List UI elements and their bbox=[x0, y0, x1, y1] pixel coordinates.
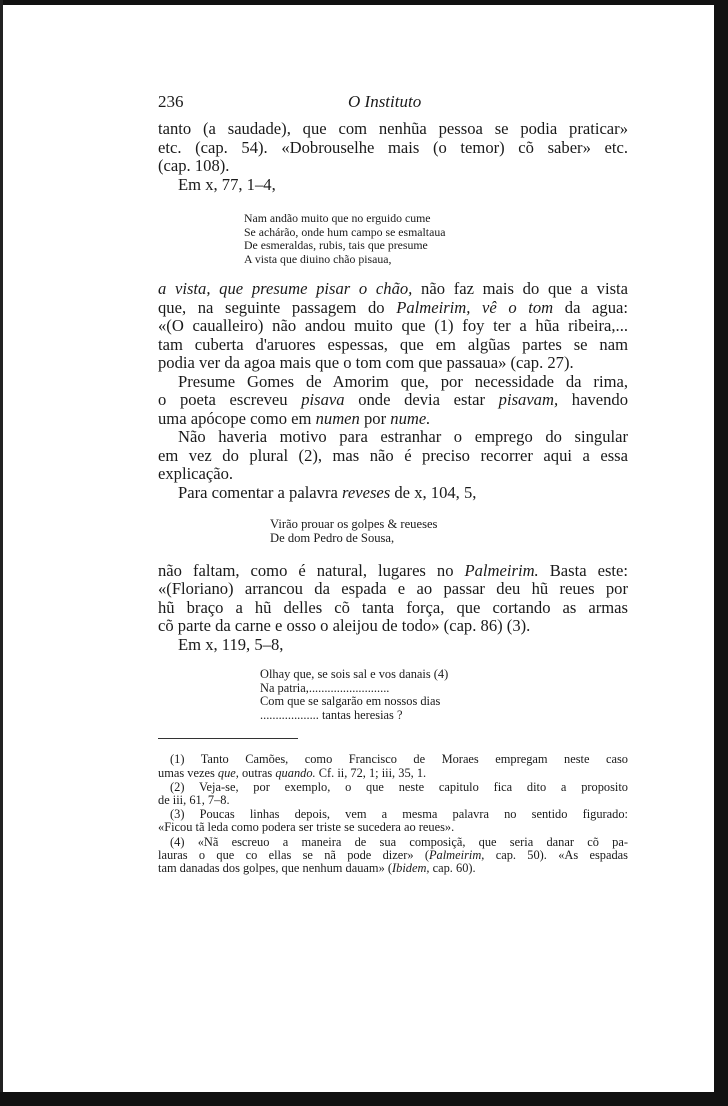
paragraph-5: Para comentar a palavra reveses de x, 104, 5, bbox=[178, 482, 477, 502]
text-line: hũ braço a hũ delles cõ tanta força, que cortando as armas bbox=[158, 597, 628, 617]
text-line: que, na seguinte passagem do Palmeirim, vê o tom da agua: bbox=[158, 297, 628, 317]
verse-line: Na patria,.......................... bbox=[260, 680, 390, 695]
scan-border-bottom bbox=[0, 1092, 728, 1106]
footnote-4: (4) «Nã escreuo a maneira de sua composiçã, que seria danar cõ pa- lauras o que co ellas se nã pode dizer» (Palmeirim, cap. 50). «As espadas tam danadas dos golpes, que nenhum dauam» (Ibidem, cap. 60). bbox=[158, 834, 628, 876]
paragraph-3 bbox=[158, 373, 628, 429]
page-number: 236 bbox=[158, 92, 184, 111]
text-line: não faltam, como é natural, lugares no Palmeirim. Basta este: bbox=[158, 560, 628, 580]
journal-title: O Instituto bbox=[348, 92, 422, 111]
running-head bbox=[158, 92, 628, 120]
text-line: tanto (a saudade), que com nenhũa pessoa se podia praticar» bbox=[158, 119, 628, 138]
paragraph-6 bbox=[158, 562, 628, 636]
quoted-phrase: vê o tom bbox=[470, 297, 554, 317]
text-line: (cap. 108). bbox=[158, 156, 230, 175]
verse-line: Se achárão, onde hum campo se esmaltaua bbox=[244, 224, 446, 239]
text-line: em vez do plural (2), mas não é preciso recorrer aqui a essa bbox=[158, 445, 628, 465]
verse-quote-3 bbox=[260, 668, 628, 722]
work-title: Palmeirim, bbox=[396, 297, 471, 317]
scan-border-left bbox=[0, 0, 3, 1106]
scan-border-top bbox=[0, 0, 728, 5]
work-title: Palmeirim. bbox=[464, 560, 539, 580]
text-line: o poeta escreveu pisava onde devia estar pisavam, havendo bbox=[158, 390, 628, 410]
text-line: podia ver da agoa mais que o tom com que passaua» (cap. 27). bbox=[158, 353, 574, 373]
book-page bbox=[158, 92, 628, 876]
footnotes bbox=[158, 753, 628, 875]
verse-line: ................... tantas heresias ? bbox=[260, 707, 403, 722]
text-line: Não haveria motivo para estranhar o emprego do singular bbox=[178, 427, 628, 447]
text-line: tam cuberta d'aruores espessas, que em algũas partes se nam bbox=[158, 334, 628, 354]
text-line: Presume Gomes de Amorim que, por necessidade da rima, bbox=[178, 371, 628, 391]
footnote-2: (2) Veja-se, por exemplo, o que neste capitulo fica dito a proposito de iii, 61, 7–8. bbox=[158, 779, 628, 808]
text-line: a vista, que presume pisar o chão, não faz mais do que a vista bbox=[158, 279, 629, 299]
verse-line: De esmeraldas, rubis, tais que presume bbox=[244, 238, 428, 253]
verse-reference: Em x, 77, 1–4, bbox=[178, 174, 276, 194]
verse-line: De dom Pedro de Sousa, bbox=[270, 530, 395, 545]
text-line: explicação. bbox=[158, 464, 234, 484]
text-line: cõ parte da carne e osso o aleijou de todo» (cap. 86) (3). bbox=[158, 616, 531, 636]
footnote-3: (3) Poucas linhas depois, vem a mesma palavra no sentido figurado: «Ficou tã leda como podera ser triste se sucedera ao reues». bbox=[158, 807, 628, 835]
verse-line: Olhay que, se sois sal e vos danais (4) bbox=[260, 667, 449, 682]
verse-quote-2 bbox=[270, 518, 628, 545]
verse-line: Com que se salgarão em nossos dias bbox=[260, 694, 441, 709]
text-line: «(Floriano) arrancou da espada e ao passar deu hũ reues por bbox=[158, 579, 628, 599]
verse-line: Nam andão muito que no erguido cume bbox=[244, 211, 431, 225]
verse-line: A vista que diuino chão pisaua, bbox=[244, 251, 392, 266]
paragraph-2 bbox=[158, 280, 628, 373]
text-line: uma apócope como em numen por nume. bbox=[158, 408, 431, 428]
paragraph-1 bbox=[158, 120, 628, 176]
paragraph-4 bbox=[158, 428, 628, 484]
verse-reference: Em x, 119, 5–8, bbox=[178, 634, 284, 654]
footnote-1: (1) Tanto Camões, como Francisco de Moraes empregam neste caso umas vezes que, outras quando. Cf. ii, 72, 1; iii, 35, 1. bbox=[158, 752, 628, 780]
quoted-word: reveses bbox=[342, 482, 391, 502]
text-line: etc. (cap. 54). «Dobrouselhe mais (o temor) cõ saber» etc. bbox=[158, 137, 628, 157]
verse-line: Virão prouar os golpes & reueses bbox=[270, 517, 438, 532]
scan-border-right bbox=[714, 0, 728, 1106]
text-line: «(O caualleiro) não andou muito que (1) foy ter a hũa ribeira,... bbox=[158, 316, 628, 336]
verse-quote-1 bbox=[244, 212, 628, 266]
footnote-divider bbox=[158, 738, 298, 739]
quoted-phrase: a vista, que presume pisar o chão, bbox=[158, 279, 413, 299]
